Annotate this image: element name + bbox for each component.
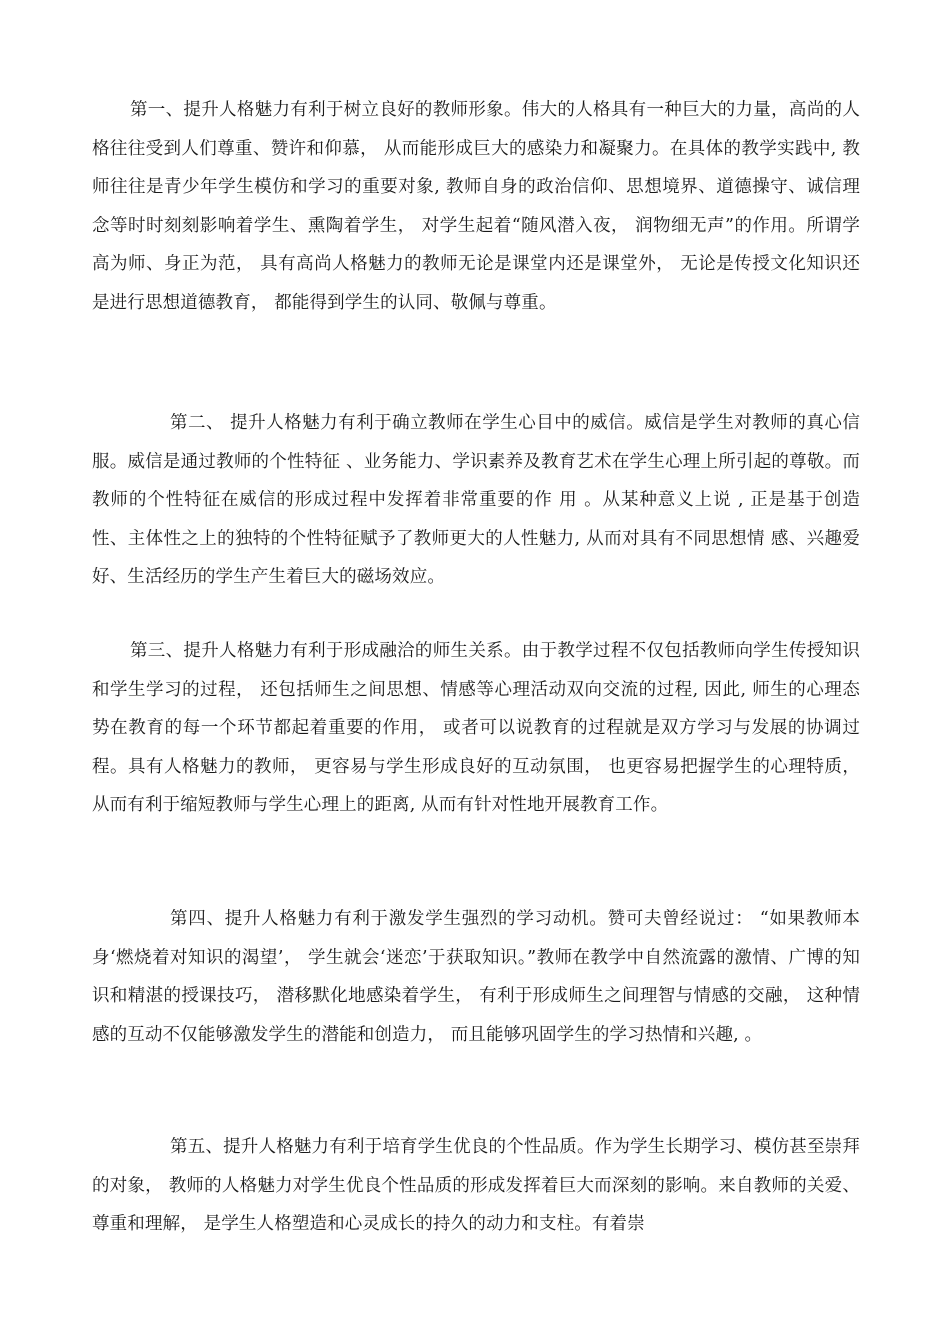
paragraph-2: 第二、 提升人格魅力有利于确立教师在学生心目中的威信。威信是学生对教师的真心信服。威信是通过教师的个性特征 、业务能力、学识素养及教育艺术在学生心理上所引起的尊敬。而教师的个性特征在威信的形成过程中发挥着非常重要的作 用 。从某种意义上说 , 正是基于创造性、主体性之上的独特的个性特征赋予了教师更大的人性魅力, 从而对具有不同思想情 感、兴趣爱好、生活经历的学生产生着巨大的磁场效应。	[92, 413, 860, 587]
paragraph-4: 第四、提升人格魅力有利于激发学生强烈的学习动机。赞可夫曾经说过： “如果教师本身‘燃烧着对知识的渴望’， 学生就会‘迷恋’于获取知识。”教师在教学中自然流露的激情、广博的知识和精湛的授课技巧， 潜移默化地感染着学生， 有利于形成师生之间理智与情感的交融， 这种情感的互动不仅能够激发学生的潜能和创造力， 而且能够巩固学生的学习热情和兴趣, 。	[92, 909, 860, 1045]
paragraph-1: 第一、提升人格魅力有利于树立良好的教师形象。伟大的人格具有一种巨大的力量，高尚的人格往往受到人们尊重、赞许和仰慕， 从而能形成巨大的感染力和凝聚力。在具体的教学实践中, 教师往往是青少年学生模仿和学习的重要对象, 教师自身的政治信仰、思想境界、道德操守、诚信理念等时时刻刻影响着学生、熏陶着学生， 对学生起着“随风潜入夜， 润物细无声”的作用。所谓学高为师、身正为范， 具有高尚人格魅力的教师无论是课堂内还是课堂外， 无论是传授文化知识还是进行思想道德教育， 都能得到学生的认同、敬佩与尊重。	[92, 100, 860, 313]
paragraph-3: 第三、提升人格魅力有利于形成融洽的师生关系。由于教学过程不仅包括教师向学生传授知识和学生学习的过程， 还包括师生之间思想、情感等心理活动双向交流的过程, 因此, 师生的心理态势在教育的每一个环节都起着重要的作用， 或者可以说教育的过程就是双方学习与发展的协调过程。具有人格魅力的教师， 更容易与学生形成良好的互动氛围， 也更容易把握学生的心理特质， 从而有利于缩短教师与学生心理上的距离, 从而有针对性地开展教育工作。	[92, 641, 860, 815]
paragraph-5: 第五、提升人格魅力有利于培育学生优良的个性品质。作为学生长期学习、模仿甚至崇拜的对象， 教师的人格魅力对学生优良个性品质的形成发挥着巨大而深刻的影响。来自教师的关爱、尊重和理解， 是学生人格塑造和心灵成长的持久的动力和支柱。有着崇	[92, 1137, 860, 1234]
